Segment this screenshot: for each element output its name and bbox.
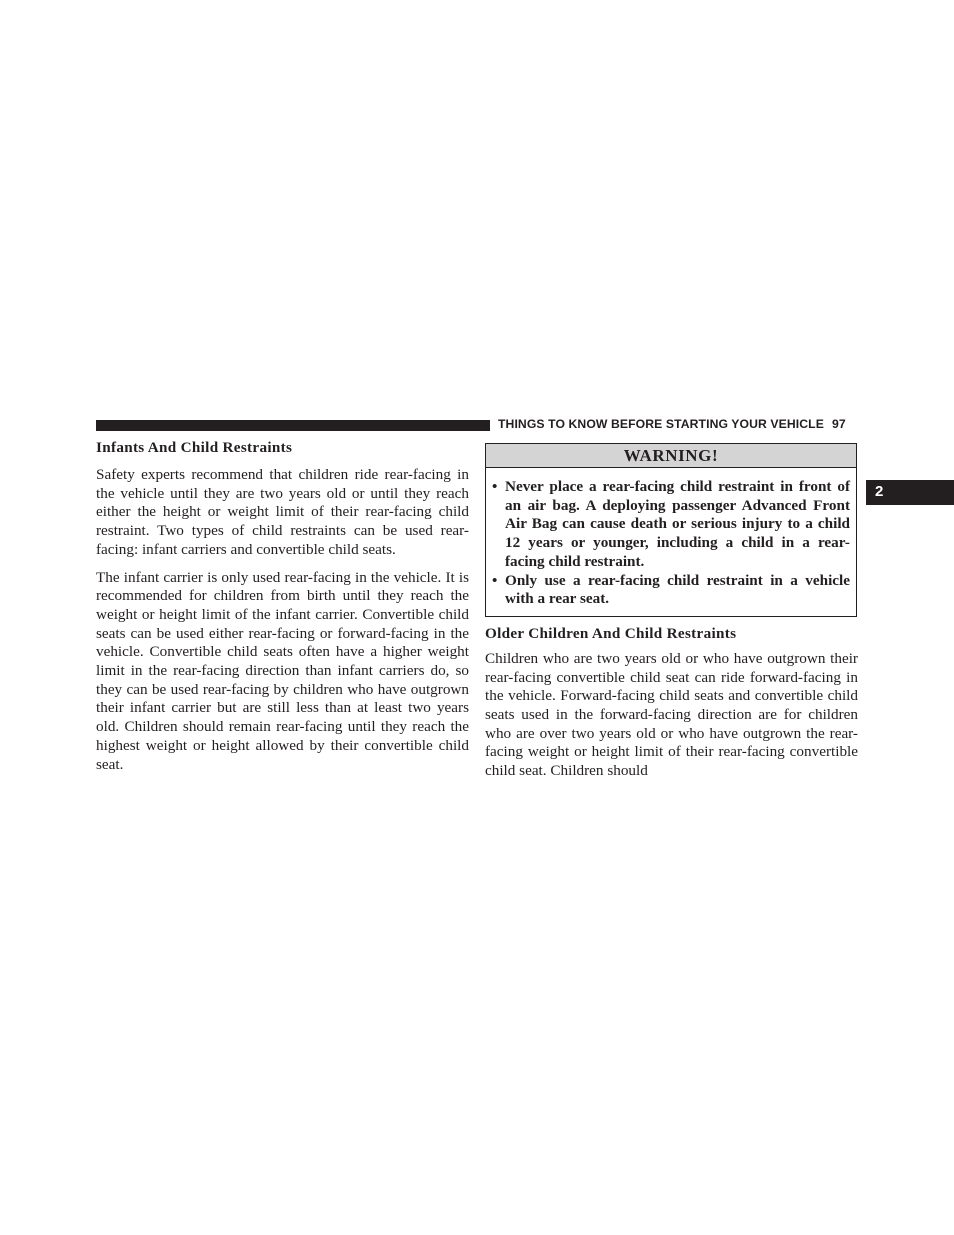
warning-bullet xyxy=(492,572,850,609)
warning-bullet xyxy=(492,478,850,572)
warning-box xyxy=(485,443,857,617)
paragraph-3: Children who are two years old or who have outgrown their rear-facing convertible child seat can ride forward-facing in the vehicle. Forward-facing child seats and convertible child seats used in the forward-facing direction are for children who are over two years old or who have outgrown the rear-facing weight or height limit of their rear-facing convertible child seat. Children should xyxy=(485,649,858,780)
warning-body xyxy=(486,468,856,616)
running-header xyxy=(498,417,860,431)
older-children-heading: Older Children And Child Restraints xyxy=(485,624,737,642)
section-title: THINGS TO KNOW BEFORE STARTING YOUR VEHICLE xyxy=(498,417,824,431)
warning-title: WARNING! xyxy=(486,444,856,468)
paragraph-2: The infant carrier is only used rear-facing in the vehicle. It is recommended for children from birth until they reach the weight or height limit of the infant carrier. Convertible child seats can be used either rear-facing or forward-facing in the vehicle. Convertible child seats often have a higher weight limit in the rear-facing direction than infant carriers do, so they can be used rear-facing by children who have outgrown their infant carrier but are still less than at least two years old. Children should remain rear-facing until they reach the highest weight or height allowed by their convertible child seat. xyxy=(96,568,469,773)
infants-heading: Infants And Child Restraints xyxy=(96,439,293,456)
warning-bullet-text: Never place a rear-facing child restraint in front of an air bag. A deploying passenger Advanced Front Air Bag can cause death or serious injury to a child 12 years or younger, including a child in a rear-facing child restraint. xyxy=(505,478,850,570)
warning-bullet-text: Only use a rear-facing child restraint in a vehicle with a rear seat. xyxy=(505,571,850,608)
right-column xyxy=(485,443,858,781)
paragraph-1: Safety experts recommend that children ride rear-facing in the vehicle until they are two years old or until they reach either the height or weight limit of their rear-facing child restraint. Two types of child restraints can be used rear-facing: infant carriers and convertible child seats. xyxy=(96,466,469,558)
left-column xyxy=(96,438,469,774)
header-rule xyxy=(96,420,490,431)
bullet-icon: • xyxy=(492,571,498,589)
bullet-icon: • xyxy=(492,478,498,495)
chapter-number: 2 xyxy=(875,483,884,500)
page-number: 97 xyxy=(831,417,846,431)
chapter-tab xyxy=(866,480,954,505)
